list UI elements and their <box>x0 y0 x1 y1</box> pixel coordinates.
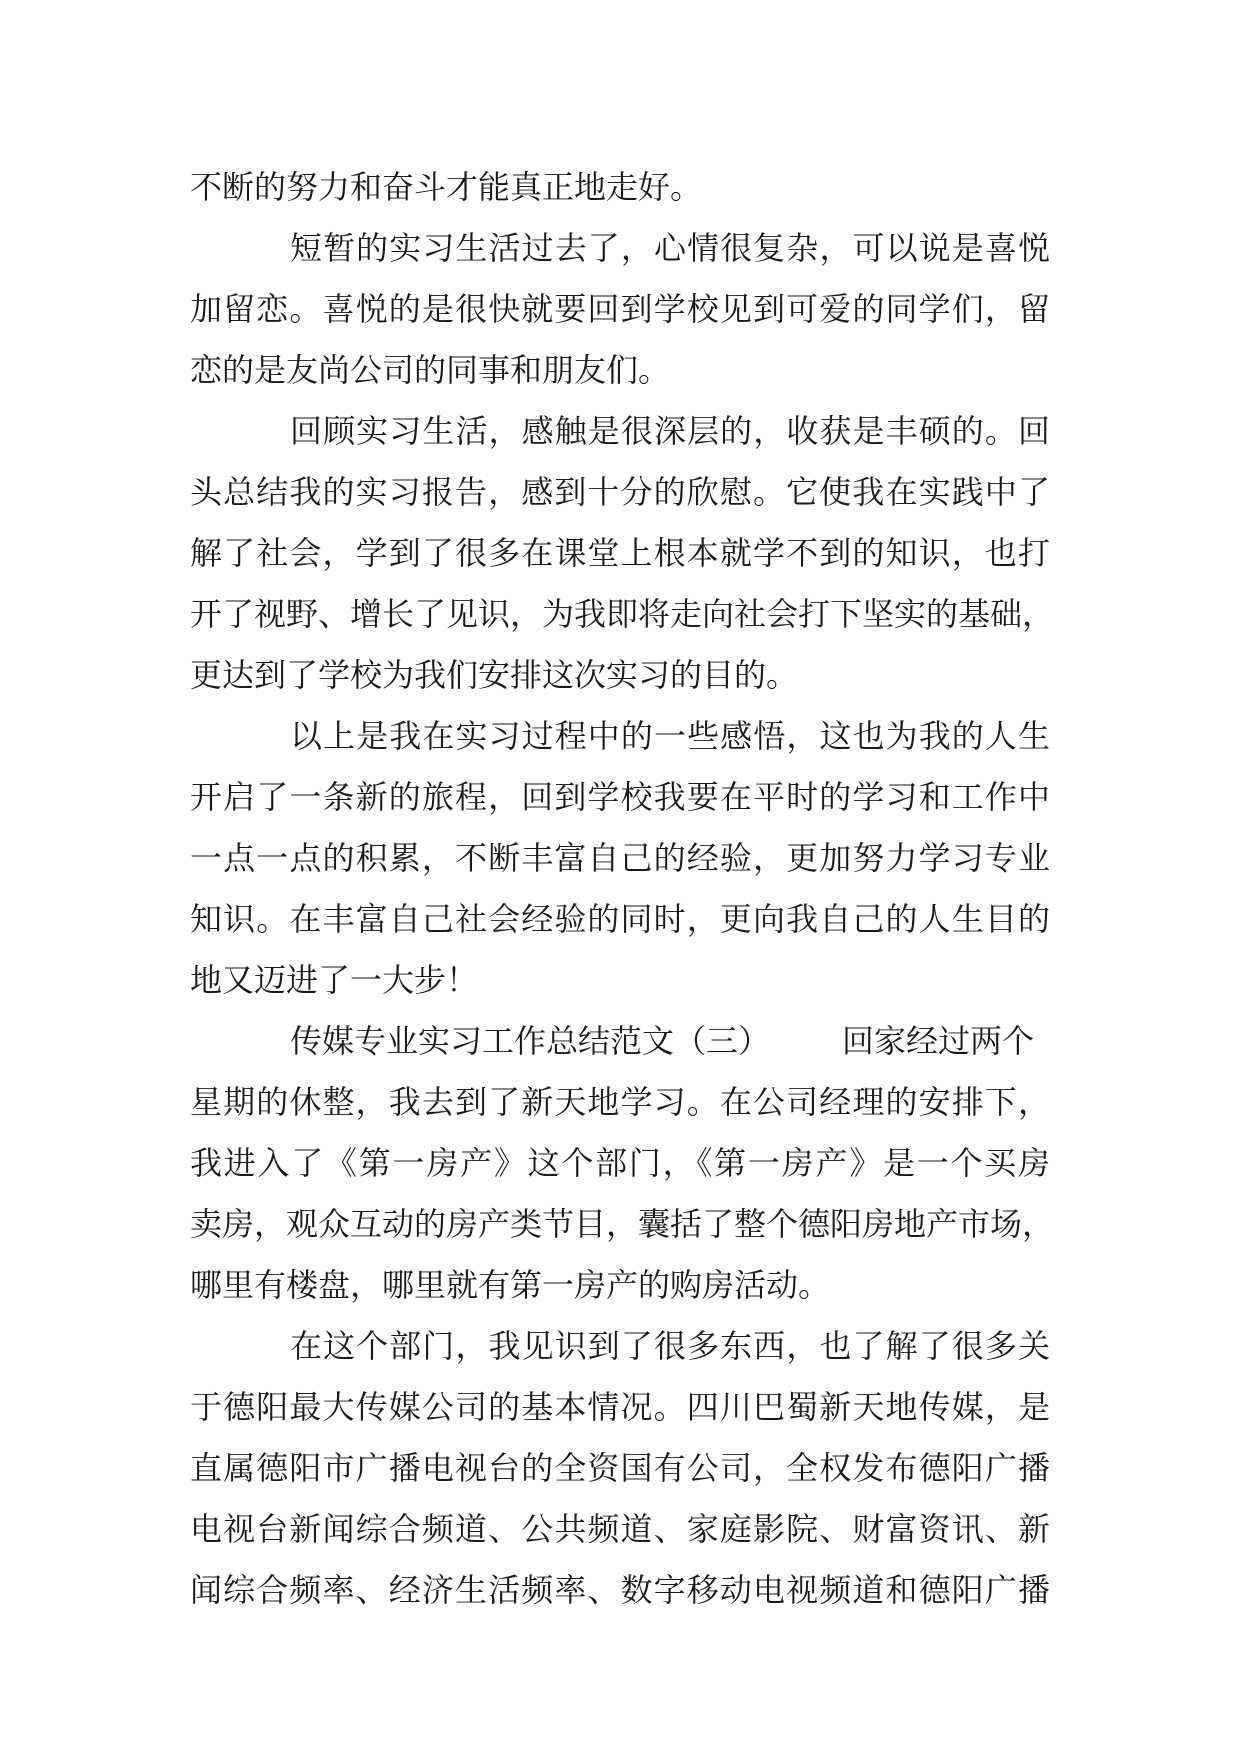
paragraph-line: 加留恋。喜悦的是很快就要回到学校见到可爱的同学们，留 <box>190 290 1050 328</box>
paragraph-line: 以上是我在实习过程中的一些感悟，这也为我的人生 <box>290 717 1050 755</box>
paragraph-line: 更达到了学校为我们安排这次实习的目的。 <box>190 656 799 694</box>
paragraph-line: 知识。在丰富自己社会经验的同时，更向我自己的人生目的 <box>190 900 1050 938</box>
paragraph-line: 短暂的实习生活过去了，心情很复杂，可以说是喜悦 <box>290 229 1050 267</box>
paragraph-line: 开启了一条新的旅程，回到学校我要在平时的学习和工作中 <box>190 778 1050 816</box>
document-body <box>190 157 1055 1621</box>
paragraph-line: 卖房，观众互动的房产类节目，囊括了整个德阳房地产市场， <box>190 1205 1055 1243</box>
paragraph-line: 地又迈进了一大步！ <box>190 961 479 999</box>
paragraph-line: 一点一点的积累，不断丰富自己的经验，更加努力学习专业 <box>190 839 1050 877</box>
paragraph-line: 我进入了《第一房产》这个部门，《第一房产》是一个买房 <box>190 1144 1050 1182</box>
paragraph-line: 头总结我的实习报告，感到十分的欣慰。它使我在实践中了 <box>190 473 1050 511</box>
paragraph-line: 星期的休整，我去到了新天地学习。在公司经理的安排下， <box>190 1083 1050 1121</box>
section-heading: 传媒专业实习工作总结范文（三） <box>290 1022 771 1060</box>
paragraph-line: 闻综合频率、经济生活频率、数字移动电视频道和德阳广播 <box>190 1571 1050 1609</box>
paragraph-line: 在这个部门，我见识到了很多东西，也了解了很多关 <box>290 1327 1050 1365</box>
paragraph-line: 于德阳最大传媒公司的基本情况。四川巴蜀新天地传媒，是 <box>190 1388 1050 1426</box>
paragraph-line: 直属德阳市广播电视台的全资国有公司，全权发布德阳广播 <box>190 1449 1050 1487</box>
paragraph-line: 开了视野、增长了见识，为我即将走向社会打下坚实的基础， <box>190 595 1055 633</box>
paragraph-line: 解了社会，学到了很多在课堂上根本就学不到的知识，也打 <box>190 534 1050 572</box>
paragraph-line: 哪里有楼盘，哪里就有第一房产的购房活动。 <box>190 1266 831 1304</box>
paragraph-start: 回家经过两个 <box>842 1022 1035 1060</box>
paragraph-line: 恋的是友尚公司的同事和朋友们。 <box>190 351 671 389</box>
paragraph-line: 电视台新闻综合频道、公共频道、家庭影院、财富资讯、新 <box>190 1510 1050 1548</box>
paragraph-line: 不断的努力和奋斗才能真正地走好。 <box>190 168 703 206</box>
section-heading-line <box>190 1011 1050 1072</box>
paragraph-line: 回顾实习生活，感触是很深层的，收获是丰硕的。回 <box>290 412 1050 450</box>
